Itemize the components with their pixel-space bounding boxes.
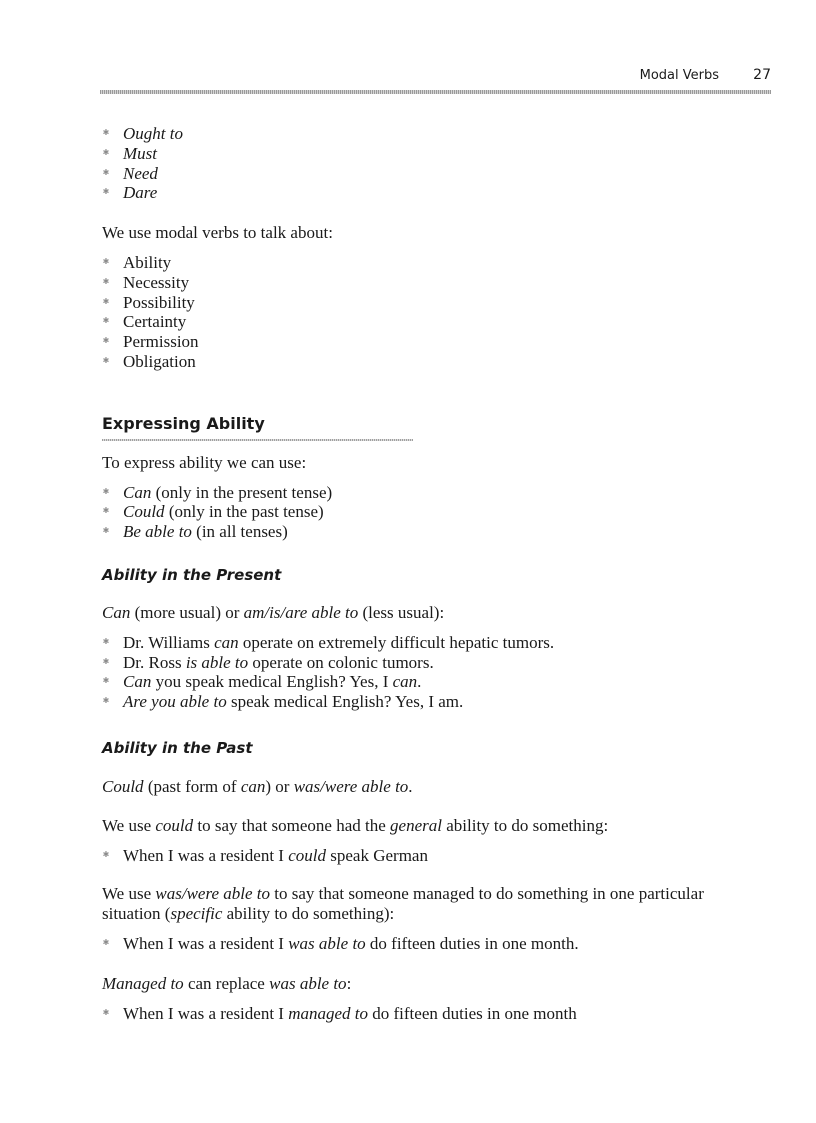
list-item: ✱ Ability	[102, 253, 742, 273]
present-intro: Can (more usual) or am/is/are able to (less usual):	[102, 602, 445, 622]
bullet-icon	[102, 527, 110, 535]
list-item: ✱ Ought to	[102, 124, 742, 144]
bullet-icon	[102, 298, 110, 306]
managed-to-paragraph: Managed to can replace was able to:	[102, 973, 352, 993]
bullet-icon	[102, 278, 110, 286]
section-expressing-ability	[102, 414, 742, 441]
general-ability-paragraph: We use could to say that someone had the general ability to do something:	[102, 815, 609, 835]
list-item: ✱ Certainty	[102, 312, 742, 332]
running-header	[100, 66, 771, 86]
bullet-icon	[102, 129, 110, 137]
present-examples-list	[102, 633, 742, 712]
bullet-icon	[102, 507, 110, 515]
specific-ability-paragraph: We use was/were able to to say that someone managed to do something in one particular situation (specific ability to do something):	[102, 884, 704, 924]
list-item: ✱ Necessity	[102, 273, 742, 293]
bullet-icon	[102, 697, 110, 705]
bullet-icon	[102, 638, 110, 646]
bullet-icon	[102, 1009, 110, 1017]
managed-example-list	[102, 1004, 742, 1024]
header-rule	[100, 90, 771, 94]
list-item: ✱ Possibility	[102, 293, 742, 313]
list-item: ✱ Can you speak medical English? Yes, I can.	[102, 672, 742, 692]
page-body	[102, 124, 742, 1023]
bullet-icon	[102, 939, 110, 947]
bullet-icon	[102, 317, 110, 325]
uses-intro: We use modal verbs to talk about:	[102, 223, 333, 243]
bullet-icon	[102, 149, 110, 157]
list-item: ✱ Dare	[102, 183, 742, 203]
bullet-icon	[102, 169, 110, 177]
subsection-title-past: Ability in the Past	[102, 738, 253, 757]
ability-forms-list	[102, 483, 742, 542]
bullet-icon	[102, 658, 110, 666]
modal-verbs-list	[102, 124, 742, 203]
list-item: ✱ Must	[102, 144, 742, 164]
bullet-icon	[102, 258, 110, 266]
subsection-title-present: Ability in the Present	[102, 565, 282, 584]
list-item: ✱ Dr. Williams can operate on extremely difficult hepatic tumors.	[102, 633, 742, 653]
list-item: ✱ Dr. Ross is able to operate on colonic tumors.	[102, 653, 742, 673]
list-item: ✱ Obligation	[102, 352, 742, 372]
list-item: ✱ Could (only in the past tense)	[102, 502, 742, 522]
ability-intro: To express ability we can use:	[102, 452, 307, 472]
list-item: ✱ Be able to (in all tenses)	[102, 522, 742, 542]
bullet-icon	[102, 851, 110, 859]
list-item: ✱ When I was a resident I managed to do fifteen duties in one month	[102, 1004, 742, 1024]
bullet-icon	[102, 337, 110, 345]
list-item: ✱ Permission	[102, 332, 742, 352]
list-item: ✱ When I was a resident I was able to do fifteen duties in one month.	[102, 934, 742, 954]
uses-list	[102, 253, 742, 372]
section-rule	[102, 439, 413, 441]
page-number: 27	[753, 67, 771, 83]
bullet-icon	[102, 677, 110, 685]
list-item: ✱ When I was a resident I could speak German	[102, 846, 742, 866]
general-example-list	[102, 846, 742, 866]
list-item: ✱ Can (only in the present tense)	[102, 483, 742, 503]
past-intro: Could (past form of can) or was/were able to.	[102, 776, 413, 796]
bullet-icon	[102, 188, 110, 196]
list-item: ✱ Are you able to speak medical English? Yes, I am.	[102, 692, 742, 712]
section-title: Expressing Ability	[102, 413, 265, 433]
bullet-icon	[102, 357, 110, 365]
list-item: ✱ Need	[102, 164, 742, 184]
header-title: Modal Verbs	[639, 68, 719, 83]
specific-example-list	[102, 934, 742, 954]
bullet-icon	[102, 488, 110, 496]
